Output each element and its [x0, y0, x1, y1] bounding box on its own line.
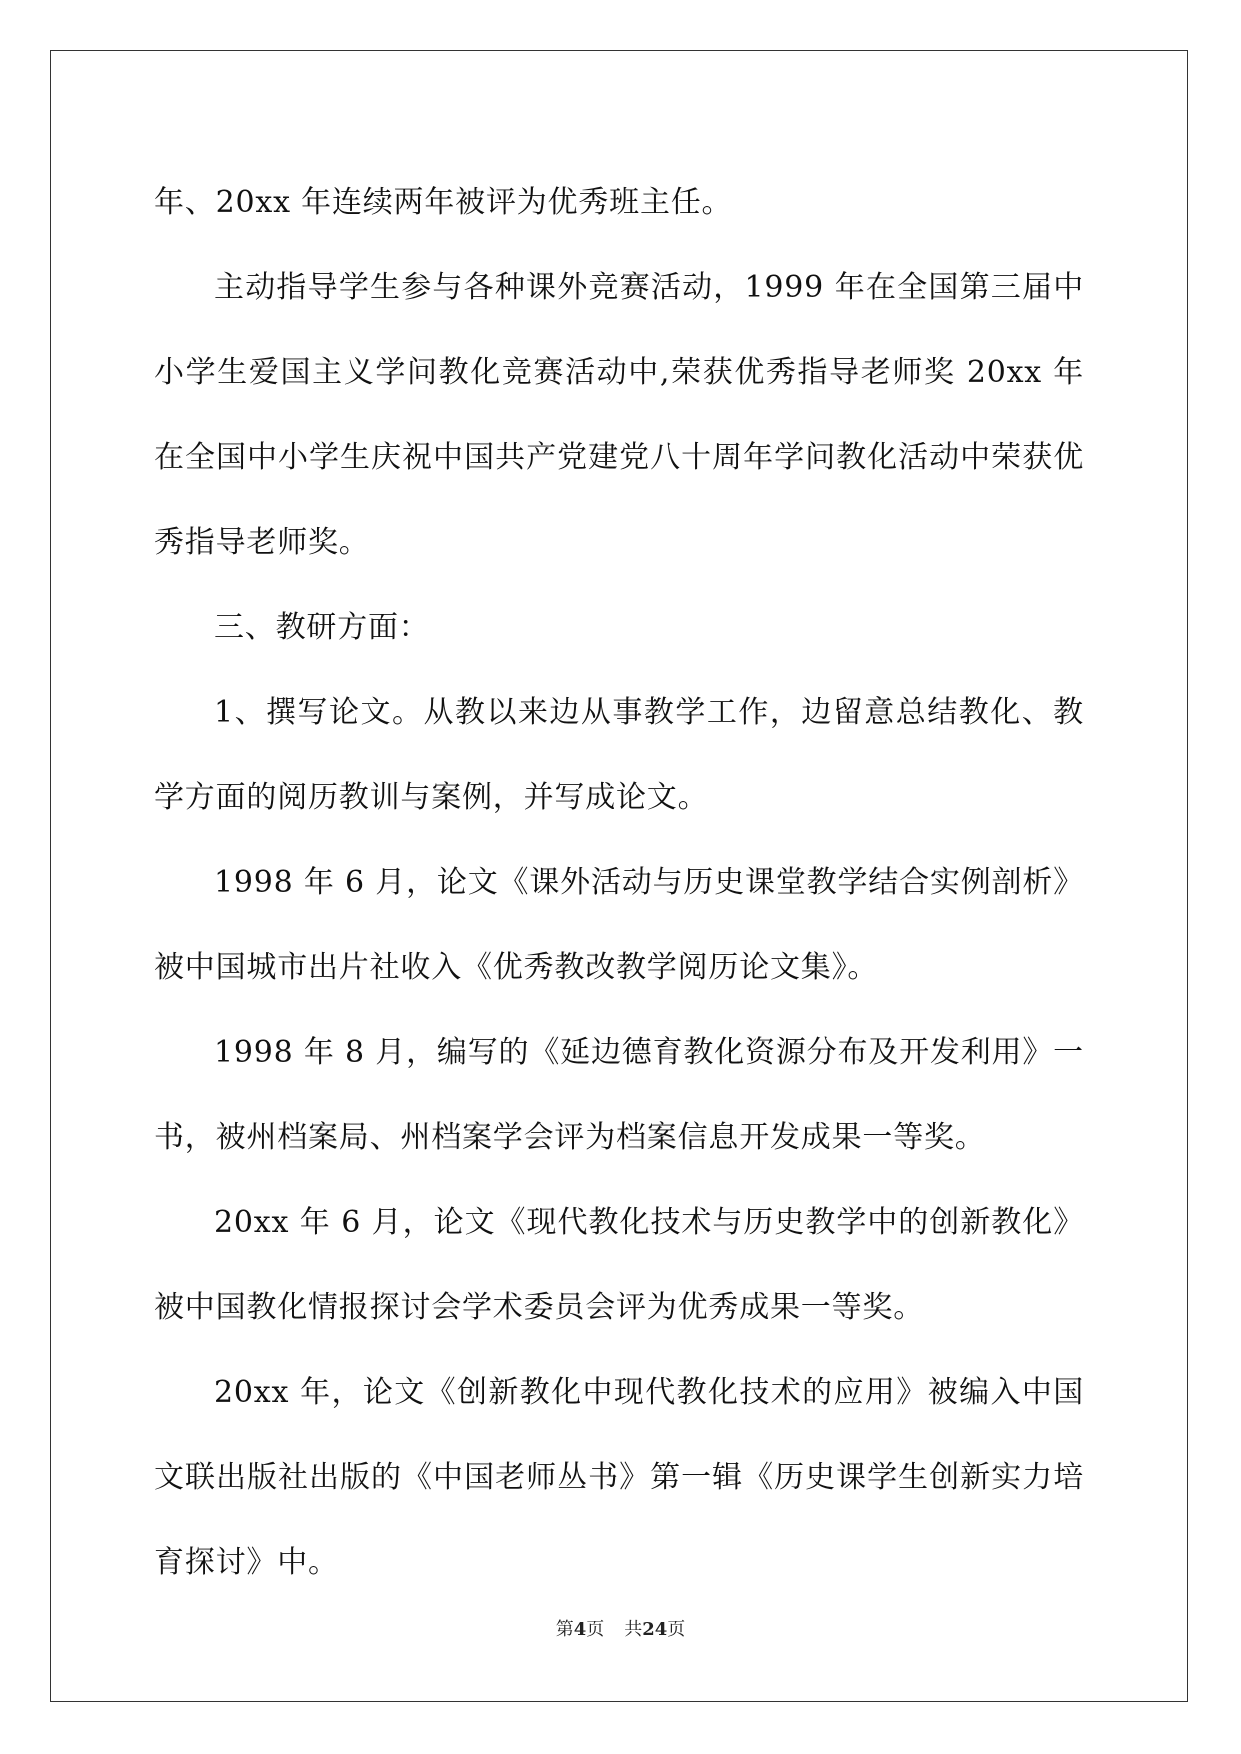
total-prefix: 共	[624, 1619, 643, 1640]
current-page-number: 4	[573, 1619, 587, 1640]
paragraph-1: 年、20xx 年连续两年被评为优秀班主任。	[154, 185, 733, 220]
paragraph-4: 1、撰写论文。从教以来边从事教学工作，边留意总结教化、教学方面的阅历教训与案例，并写成论文。	[154, 695, 1084, 815]
total-suffix: 页	[667, 1619, 686, 1640]
paragraph-7: 20xx 年 6 月，论文《现代教化技术与历史教学中的创新教化》被中国教化情报探讨会学术委员会评为优秀成果一等奖。	[154, 1205, 1084, 1325]
section-heading: 三、教研方面：	[214, 610, 430, 645]
paragraph-5: 1998 年 6 月，论文《课外活动与历史课堂教学结合实例剖析》被中国城市出片社收入《优秀教改教学阅历论文集》。	[154, 865, 1084, 985]
paragraph-6: 1998 年 8 月，编写的《延边德育教化资源分布及开发利用》一书，被州档案局、州档案学会评为档案信息开发成果一等奖。	[154, 1035, 1084, 1155]
page-footer	[0, 1618, 1241, 1642]
paragraph-8: 20xx 年，论文《创新教化中现代教化技术的应用》被编入中国文联出版社出版的《中国老师丛书》第一辑《历史课学生创新实力培育探讨》中。	[154, 1375, 1084, 1580]
page-prefix: 第	[555, 1619, 574, 1640]
paragraph-2: 主动指导学生参与各种课外竞赛活动，1999 年在全国第三届中小学生爱国主义学问教化竞赛活动中,荣获优秀指导老师奖 20xx 年在全国中小学生庆祝中国共产党建党八十周年学问教化活动中荣获优秀指导老师奖。	[154, 270, 1084, 560]
total-pages-number: 24	[642, 1619, 668, 1640]
page-suffix: 页	[586, 1619, 605, 1640]
document-body	[154, 160, 1084, 1605]
